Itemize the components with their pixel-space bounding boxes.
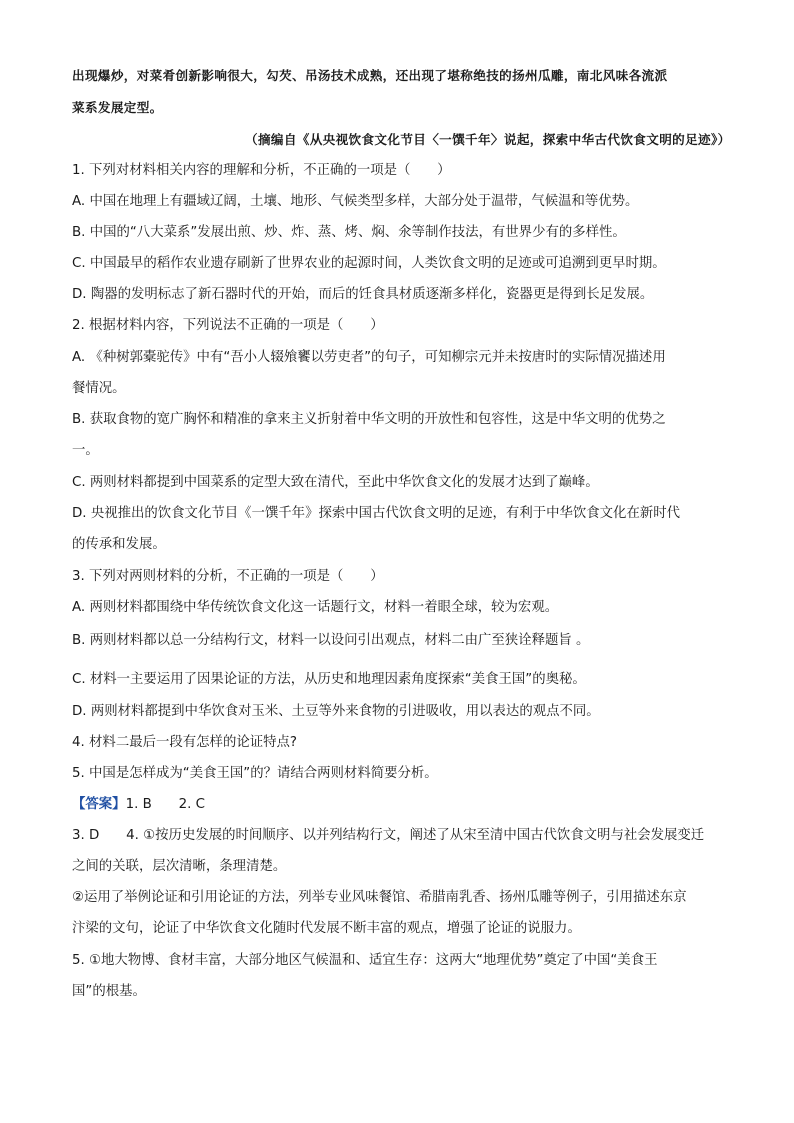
question-stem: 2. 根据材料内容，下列说法不正确的一项是（ ） bbox=[72, 318, 384, 333]
answer-line: 国”的根基。 bbox=[72, 984, 146, 999]
answer-line: 汴梁的文句，论证了中华饮食文化随时代发展不断丰富的观点，增强了论证的说服力。 bbox=[72, 921, 581, 936]
answer-line: 3. D 4. ①按历史发展的时间顺序、以并列结构行文，阐述了从宋至清中国古代饮食文明与社会发展变迁 bbox=[72, 828, 705, 843]
question-stem: 3. 下列对两则材料的分析，不正确的一项是（ ） bbox=[72, 569, 384, 584]
answer-line: ②运用了举例论证和引用论证的方法，列举专业风味餐馆、希腊南乳香、扬州瓜雕等例子，引用描述东京 bbox=[72, 890, 687, 905]
option-b: B. 获取食物的宽广胸怀和精准的拿来主义折射着中华文明的开放性和包容性，这是中华文明的优势之 bbox=[72, 412, 666, 427]
answer-line: 5. ①地大物博、食材丰富，大部分地区气候温和、适宜生存：这两大“地理优势”奠定了中国“美食王 bbox=[72, 953, 658, 968]
option-c: C. 中国最早的稻作农业遗存刷新了世界农业的起源时间，人类饮食文明的足迹或可追溯到更早时期。 bbox=[72, 256, 666, 271]
option-a: A. 两则材料都围绕中华传统饮食文化这一话题行文，材料一着眼全球，较为宏观。 bbox=[72, 600, 559, 615]
answer-text: 1. B 2. C bbox=[125, 797, 205, 812]
option-d: D. 两则材料都提到中华饮食对玉米、土豆等外来食物的引进吸收，用以表达的观点不同。 bbox=[72, 704, 600, 719]
answer-line: 之间的关联，层次清晰，条理清楚。 bbox=[72, 859, 287, 874]
option-d: D. 陶器的发明标志了新石器时代的开始，而后的饪食具材质逐渐多样化，瓷器更是得到长足发展。 bbox=[72, 287, 654, 302]
option-d: D. 央视推出的饮食文化节目《一馔千年》探索中国古代饮食文明的足迹，有利于中华饮食文化在新时代 bbox=[72, 506, 681, 521]
passage-source: （摘编自《从央视饮食文化节目〈一馔千年〉说起，探索中华古代饮食文明的足迹》） bbox=[245, 132, 731, 147]
passage-line: 菜系发展定型。 bbox=[72, 100, 163, 115]
option-b: B. 中国的“八大菜系”发展出煎、炒、炸、蒸、烤、焖、氽等制作技法，有世界少有的多样性。 bbox=[72, 225, 626, 240]
question-stem: 1. 下列对材料相关内容的理解和分析，不正确的一项是（ ） bbox=[72, 163, 451, 178]
option-c: C. 材料一主要运用了因果论证的方法，从历史和地理因素角度探索“美食王国”的奥秘。 bbox=[72, 672, 586, 687]
option-b-cont: 一。 bbox=[72, 443, 99, 458]
option-a: A. 中国在地理上有疆域辽阔，土壤、地形、气候类型多样，大部分处于温带，气候温和等优势。 bbox=[72, 194, 639, 209]
option-d-cont: 的传承和发展。 bbox=[72, 537, 166, 552]
question-stem: 4. 材料二最后一段有怎样的论证特点? bbox=[72, 735, 297, 750]
answer-tag: 【答案】 bbox=[72, 797, 126, 812]
option-b: B. 两则材料都以总一分结构行文，材料一以设问引出观点，材料二由广至狭诠释题旨 。 bbox=[72, 633, 590, 648]
option-a: A. 《种树郭橐驼传》中有“吾小人辍飧饔以劳吏者”的句子，可知柳宗元并未按唐时的实际情况描述用 bbox=[72, 350, 666, 365]
option-a-cont: 餐情况。 bbox=[72, 381, 126, 396]
option-c: C. 两则材料都提到中国菜系的定型大致在清代，至此中华饮食文化的发展才达到了巅峰。 bbox=[72, 475, 599, 490]
question-stem: 5. 中国是怎样成为“美食王国”的？请结合两则材料简要分析。 bbox=[72, 766, 438, 781]
answer-line bbox=[72, 795, 722, 815]
passage-line: 出现爆炒，对菜肴创新影响很大，勾芡、吊汤技术成熟，还出现了堪称绝技的扬州瓜雕，南北风味各流派 bbox=[72, 68, 668, 83]
